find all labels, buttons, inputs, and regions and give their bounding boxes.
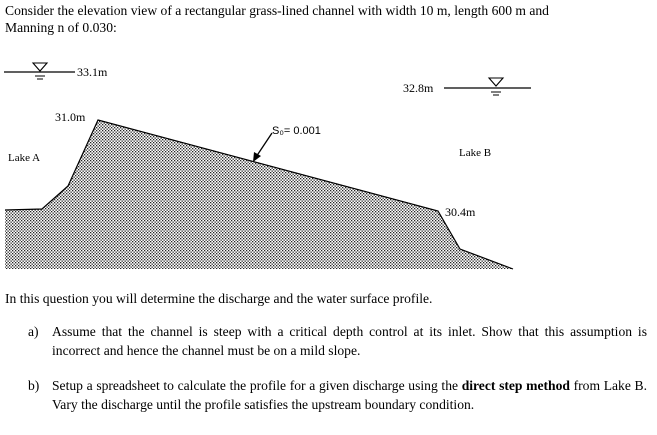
crest-level-label: 31.0m — [55, 110, 86, 124]
right-water-level-label: 32.8m — [403, 81, 434, 95]
lake-a-label: Lake A — [8, 152, 41, 164]
intro-line-2: Manning n of 0.030: — [5, 20, 117, 35]
channel-embankment — [5, 120, 513, 269]
lake-b-label: Lake B — [459, 147, 492, 159]
question-b — [28, 376, 647, 414]
question-a-text: Assume that the channel is steep with a critical depth control at its inlet. Show that this assumption is incorrect and hence the channel must be on a mild slope. — [52, 324, 647, 358]
channel-elevation-figure — [0, 58, 657, 280]
intro-line-1: Consider the elevation view of a rectangular grass-lined channel with width 10 m, length 600 m and — [5, 3, 549, 18]
question-b-method: direct step method — [461, 378, 570, 393]
question-a — [28, 322, 647, 360]
question-b-text — [52, 376, 647, 414]
left-water-level-label: 33.1m — [77, 65, 108, 79]
question-a-label: a) — [28, 324, 39, 339]
question-b-text-start: Setup a spreadsheet to calculate the profile for a given discharge using the — [52, 378, 462, 393]
problem-intro — [5, 2, 651, 36]
question-statement: In this question you will determine the discharge and the water surface profile. — [5, 291, 433, 306]
question-b-text-end: from Lake B. Vary the discharge until the profile satisfies the upstream boundary condition. — [52, 378, 647, 412]
left-water-level-icon — [4, 63, 75, 79]
question-b-label: b) — [28, 378, 40, 393]
right-water-level-icon — [444, 78, 531, 95]
slope-arrow-icon — [253, 133, 272, 162]
slope-label: S₀= 0.001 — [272, 125, 321, 137]
outlet-level-label: 30.4m — [445, 205, 476, 219]
